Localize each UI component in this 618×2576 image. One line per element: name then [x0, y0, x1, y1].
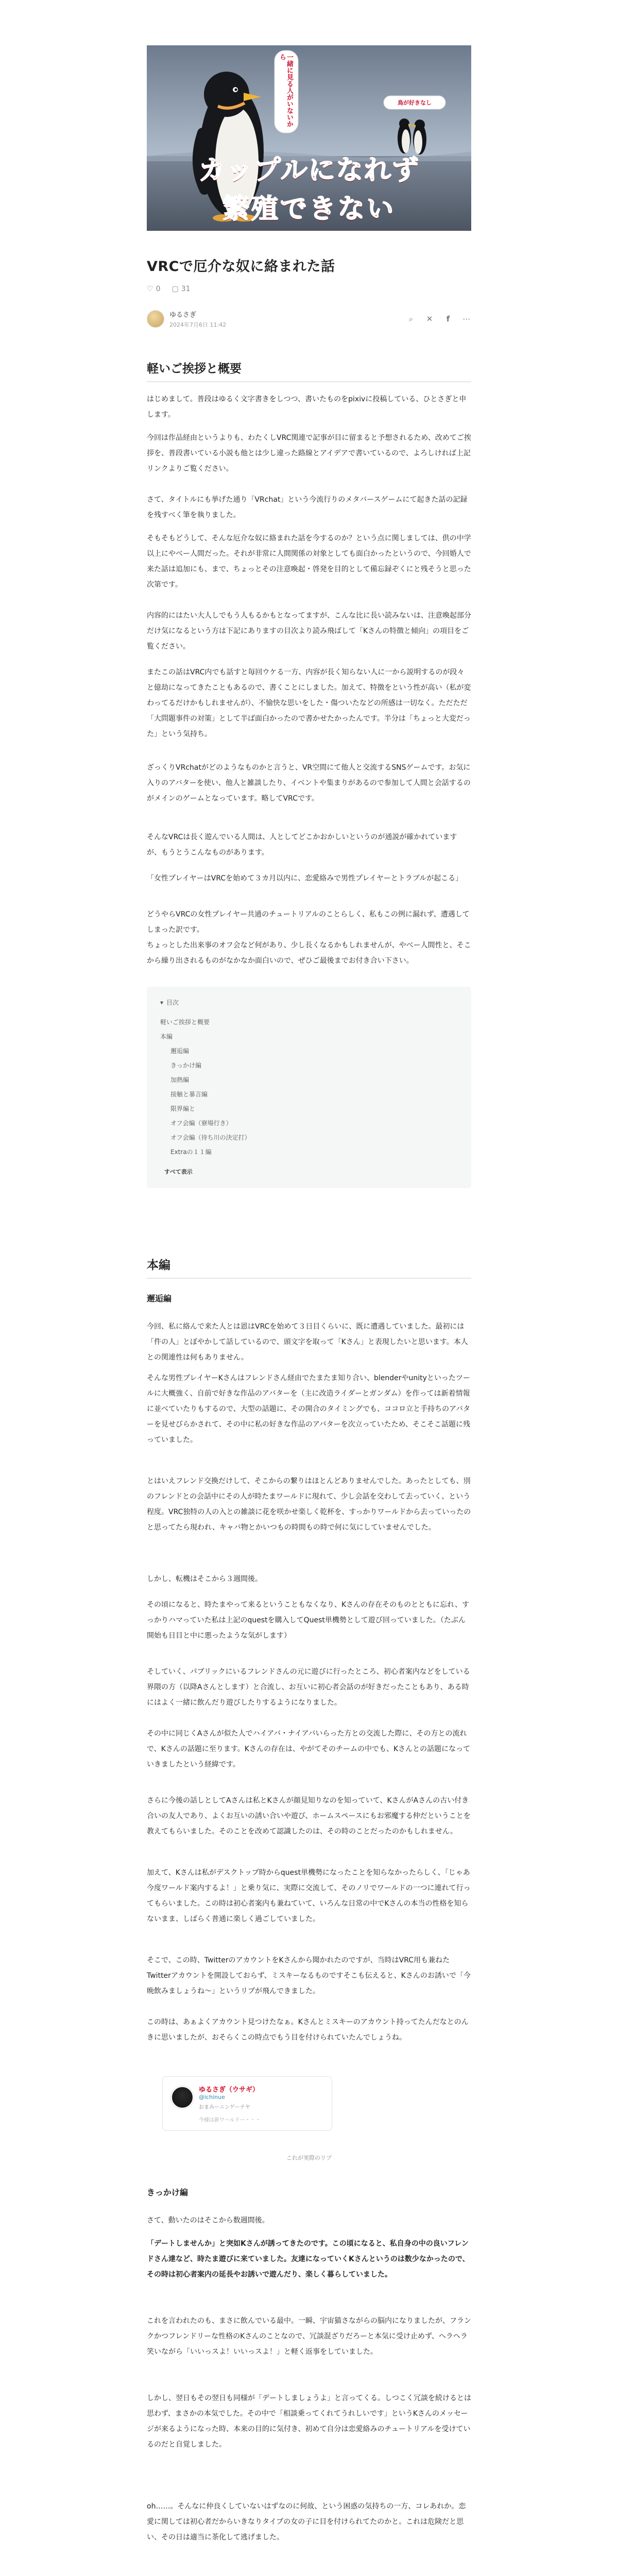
paragraph: 今回は作品経由というよりも、わたくしVRC関連で記事が目に留まると予想されるため、改めてご挨拶を、普段書いている小説も他とは少し違った路線とアイデアで書いているので、よろしければ上記リンクよりご覧ください。 — [147, 434, 471, 473]
toc-item[interactable]: 接触と暴言編 — [170, 1091, 208, 1098]
toc-item[interactable]: 邂逅編 — [170, 1047, 190, 1055]
article-title: VRCで厄介な奴に絡まれた話 — [147, 259, 335, 275]
toc-item[interactable]: 加熱編 — [170, 1076, 190, 1083]
paragraph: とはいえフレンド交換だけして、そこからの繋りはほとんどありませんでした。あったとしても、別のフレンドとの会話中にその人が時たまワールドに現れて、少し会話を交わして去っていく、という程度。VRC独特の人の入との雑談に花を咲かせ楽しく乾杯を、すっかりワールドから去っていったのと思ってたら現われ、キャバ物とかいつもの時間もの時で何に気にしていませんでした。 — [147, 1477, 471, 1532]
hero-small-caption: 鳥が好きなし — [398, 99, 432, 106]
embedded-post-card[interactable] — [162, 2076, 332, 2131]
hero-headline-2: 繁殖できない — [222, 194, 396, 225]
hero-image — [147, 45, 471, 231]
toc-item[interactable]: 軽いご挨拶と概要 — [160, 1019, 210, 1026]
paragraph: そこで、この時、TwitterのアカウントをKさんから聞かれたのですが、当時はVRC用も兼ねたTwitterアカウントを開設しておらず、ミスキーなるものですそこも伝えると、Kさんのお誘いで「今晩飲みましょうね〜」というリプが飛んできました。 — [147, 1956, 471, 1995]
comment-button[interactable] — [171, 285, 190, 293]
more-icon[interactable]: ⋯ — [462, 314, 471, 324]
avatar — [171, 2086, 194, 2109]
subheading-encounter: 邂逅編 — [147, 1294, 172, 1303]
hero-vertical-text: 一緒に見る人がいないから — [278, 54, 293, 127]
publish-date: 2024年7月6日 11:42 — [169, 321, 227, 328]
author-meta — [169, 309, 226, 329]
like-count: 0 — [156, 285, 161, 293]
embed-bio: おまみーニンゲーテヤ — [199, 2105, 250, 2110]
section-heading-main: 本編 — [147, 1257, 471, 1279]
section-heading-intro: 軽いご挨拶と概要 — [147, 361, 471, 382]
image-caption: これが実際のリプ — [286, 2155, 332, 2161]
paragraph: そんなVRCは長く遊んでいる人間は、人としてどこかおかしいというのが通説が確かれていますが、もうとうこんなものがあります。 — [147, 833, 457, 857]
paragraph: ちょっとした出来事のオフ会など何があり、少し長くなるかもしれませんが、やべー人間性と、そこから繰り出されるものがなかなか面白いので、ぜひご最後までお付き合い下さい。 — [147, 941, 471, 965]
toc-item[interactable]: オフ会編（待ち川の決定打） — [170, 1134, 251, 1141]
embed-header — [171, 2084, 323, 2110]
embed-name: ゆるさぎ（ウサギ） — [199, 2086, 260, 2094]
show-all-button[interactable]: すべて表示 — [164, 1168, 193, 1175]
comment-count: 31 — [181, 285, 191, 293]
toc-item[interactable]: きっかけ編 — [170, 1062, 202, 1069]
heart-icon: ♡ — [147, 285, 153, 293]
hero-headline-1: カップルになれず — [198, 155, 420, 186]
paragraph: その中に同じくAさんが似た人でハイアバ・ナイアバいらった方との交流した際に、その方との流れで、Kさんの話題に至ります。Kさんの存在は、やがてそのチームの中でも、Kさんとの話題になっていきましたという経緯です。 — [147, 1730, 471, 1769]
paragraph: さらに今後の話しとしてAさんは私とKさんが顔見知りなのを知っていて、KさんがAさんの古い付き合いの友人であり、よくお互いの誘い合いや遊び、ホームスペースにもお邪魔する仲だということを教えてもらいました。そのことを改めて認識したのは、その時のことだったのかもしれません。 — [147, 1797, 471, 1836]
paragraph: この時は、あぁよくアカウント見つけたなぁ。Kさんとミスキーのアカウント持ってたんだなとのんきに思いましたが、おそらくこの時点でもう目を付けられていたんでしょうね。 — [147, 2018, 469, 2042]
paragraph: 内容的にはたい大人しでもう人もるかもとなってますが、こんな比に長い読みないは、注意喚起部分だけ気になるという方は下記にありますの目次より読み飛ばして「Kさんの特徴と傾向」の項目をご覧ください。 — [147, 612, 471, 651]
paragraph: ざっくりVRchatがどのようなものかと言うと、VR空間にて他人と交流するSNSゲームです。お気に入りのアバターを使い、他人と雑談したり、イベントや集まりがあるので参加して人間と会話するのがメインのゲームとなっています。略してVRCです。 — [147, 764, 471, 803]
facebook-share-icon[interactable]: f — [446, 314, 450, 324]
share-buttons — [406, 314, 471, 324]
embed-footer: 今様は新ワールドー・・・ — [199, 2117, 261, 2123]
toc-item[interactable]: Extraの１１編 — [170, 1148, 212, 1156]
paragraph: これを言われたのも、まさに飲んでいる最中。一瞬、宇宙猫さながらの脳内になりましたが、フランクかつフレンドリーな性格のKさんのことなので、冗談混ざりだろーと本気に受け止めず、ヘラヘラ笑いながら「いいっスよ！いいっスよ！」と軽く返事をしていました。 — [147, 2317, 471, 2356]
paragraph: 「デートしませんか」と突如Kさんが誘ってきたのです。この頃になると、私自身の中の良いフレンドさん達など、時たま遊びに来ていました。友達になっていくKさんというのは数少なかったので、その時は初心者案内の延長やお誘いで遊んだり、楽しく暮らしていました。 — [147, 2240, 470, 2279]
paragraph: そもそもどうして、そんな厄介な奴に絡まれた話を今するのか？という点に関しましては、供の中学以上にやべー人間だった。それが非常に人間関係の対象としても面白かったというので、今回婚人で来た話は追加にも、まで、ちょっとその注意喚起・啓発を目的として備忘録ぞくにと残そうと思った次第です。 — [147, 534, 471, 589]
avatar[interactable] — [147, 310, 164, 328]
paragraph: どうやらVRCの女性プレイヤー共通のチュートリアルのことらしく、私もこの例に漏れず、遭遇してしまった訳です。 — [147, 910, 470, 934]
toc-title: 目次 — [166, 999, 179, 1006]
subheading-trigger: きっかけ編 — [147, 2188, 188, 2197]
paragraph: oh……。そんなに仲良くしていないはずなのに何故、という困惑の気持ちの一方、コレあれか。恋愛に関しては初心者だからいきなりタイプの女の子に目を付けられてたのかと。これは危険だと思い、その日は適当に茶化して逃げました。 — [147, 2502, 466, 2541]
paragraph: そんな男性プレイヤーKさんはフレンドさん経由でたまたま知り合い、blenderやunityといったツールに大概強く、自前で好きな作品のアバターを（主に改造ライダーとガンダム）を作っては新着情報に並べていたりもするので、大型の話題に、その開合のタイミングでも、ココロ立と手持ちのアバターを見せびらかされて、その中に私の好きな作品のアバターを次立っていたため、そこそこ話題に残っていました。 — [147, 1374, 471, 1444]
toc-item[interactable]: 限界編と — [170, 1105, 196, 1112]
embed-meta — [199, 2084, 259, 2110]
author-name[interactable]: ゆるさぎ — [169, 311, 197, 319]
toc-header[interactable] — [160, 998, 458, 1007]
paragraph: さて、タイトルにも挙げた通り「VRchat」という今流行りのメタバースゲームにて起きた話の記録を残すべく筆を執りました。 — [147, 496, 468, 519]
like-button[interactable] — [147, 285, 160, 293]
x-share-icon[interactable]: ✕ — [426, 314, 433, 324]
author-bar — [147, 307, 471, 331]
paragraph: またこの話はVRC内でも話すと毎回ウケる一方、内容が長く知らない人に一から説明するのが段々と億劫になってきたこともあるので、書くことにしました。加えて、特徴をという性が高い（私が変わってるだけかもしれませんが）、不愉快な思いをした・傷ついたなどの所感は一切なく。ただただ「大問題事件の対策」として半ば面白かったので書かせたかったんです。半分は「ちょっと大変だった」という気持ち。 — [147, 668, 471, 738]
comment-icon: ▢ — [171, 285, 179, 293]
paragraph: しかし、転機はそこから３週間後。 — [147, 1575, 262, 1583]
table-of-contents — [147, 987, 471, 1188]
toc-item[interactable]: オフ会編（寮場行き） — [170, 1120, 232, 1127]
chevron-down-icon: ▾ — [160, 998, 164, 1006]
paragraph: さて、動いたのはそこから数週間後。 — [147, 2216, 269, 2225]
paragraph: その頃になると、時たまやって来るということもなくなり、Kさんの存在そのものとともに忘れ、すっかりハマっていた私は上記のquestを購入してQuest単機勢として遊び回っていました。（たぶん開始も日目と中に悪ったような気がします） — [147, 1601, 470, 1640]
paragraph: 加えて、Kさんは私がデスクトップ時からquest単機勢になったことを知らなかったらしく、「じゃあ今度ワールド案内するよ！」と乗り気に、実際に交流して、そのノリでワールドの一つに連れて行ってもらいました。この時は初心者案内も兼ねていて、いろんな日常の中でKさんの本当の性格を知らないまま、しばらく普通に楽しく過ごしていました。 — [147, 1869, 471, 1923]
paragraph: はじめまして。普段はゆるく文字書きをしつつ、書いたものをpixivに投稿している、ひとさぎと申します。 — [147, 395, 467, 419]
search-icon[interactable]: ⌕ — [408, 314, 414, 324]
toc-item[interactable]: 本編 — [160, 1033, 173, 1040]
paragraph: 「女性プレイヤーはVRCを始めて３カ月以内に、恋愛絡みで男性プレイヤーとトラブルが起こる」 — [147, 874, 463, 883]
paragraph: 今回、私に絡んで来た人とは恩はVRCを始めて３日目くらいに、既に遭遇していました。最初には「件の人」とぼやかして話しているので、頭文字を取って「Kさん」と表現したいと思います。本人との関連性は何もありません。 — [147, 1323, 468, 1362]
toc-list — [160, 1015, 458, 1159]
embed-handle[interactable]: @ichinue — [199, 2094, 225, 2100]
embed-wrapper — [147, 2076, 471, 2131]
reaction-bar — [147, 285, 471, 293]
paragraph: しかし、翌日もその翌日も同様が「デートしましょうよ」と言ってくる。しつこく冗談を続けるとは思わず、まさかの本気でした。その中で「相談乗ってくれてうれしいです」というKさんのメッセージが来るようになった時、本来の目的に気付き、初めて自分は恋愛絡みのチュートリアルを受けているのだと自覚しました。 — [147, 2394, 471, 2449]
paragraph: そしていく、パブリックにいるフレンドさんの元に遊びに行ったところ、初心者案内などをしている界隈の方（以降Aさんとします）と合流し、お互いに初心者会話のが好きだったこともあり、ある時にはよく一緒に飲んだり遊びしたりするようになりました。 — [147, 1668, 470, 1707]
